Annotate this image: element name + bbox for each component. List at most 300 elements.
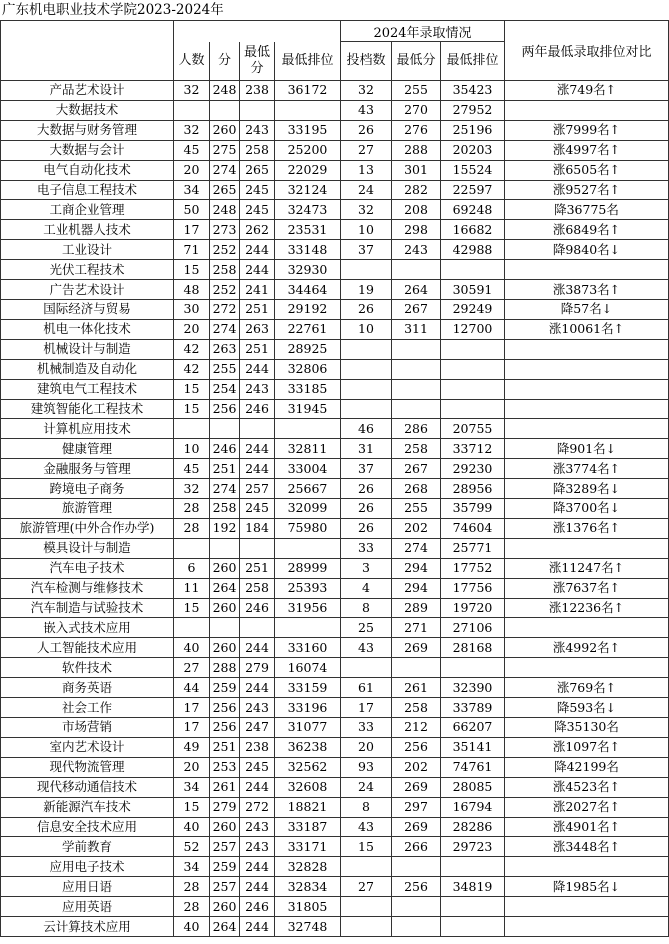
count-2023-cell: 11 [174, 578, 210, 598]
major-cell: 产品艺术设计 [1, 81, 174, 101]
min-score-2023-cell: 244 [240, 877, 275, 897]
min-score-2024-cell: 298 [392, 220, 441, 240]
min-rank-2023-cell [275, 618, 341, 638]
min-score-2023-cell: 244 [240, 439, 275, 459]
score-2023-cell: 192 [210, 518, 240, 538]
min-rank-2024-cell: 20755 [441, 419, 505, 439]
min-score-2023-cell: 279 [240, 658, 275, 678]
table-row [1, 299, 669, 319]
min-rank-2023-cell: 32834 [275, 877, 341, 897]
min-score-2023-cell: 263 [240, 319, 275, 339]
rank-compare-cell: 涨4997名↑ [505, 140, 669, 160]
min-rank-2023-cell: 36238 [275, 737, 341, 757]
score-2023-cell: 251 [210, 459, 240, 479]
count-2023-cell: 32 [174, 81, 210, 101]
count-2023-cell: 20 [174, 160, 210, 180]
score-2023-cell: 253 [210, 757, 240, 777]
rank-compare-cell [505, 339, 669, 359]
table-row [1, 459, 669, 479]
score-2023-cell: 256 [210, 718, 240, 738]
score-2023-cell: 275 [210, 140, 240, 160]
rank-compare-cell [505, 857, 669, 877]
rank-compare-cell [505, 538, 669, 558]
min-rank-2024-cell: 29723 [441, 837, 505, 857]
rank-compare-cell: 涨9527名↑ [505, 180, 669, 200]
count-2023-cell: 40 [174, 817, 210, 837]
min-score-2023-cell: 244 [240, 359, 275, 379]
table-row [1, 518, 669, 538]
count-2023-cell: 20 [174, 319, 210, 339]
rank-compare-cell: 涨1376名↑ [505, 518, 669, 538]
count-2023-cell: 17 [174, 718, 210, 738]
count-2023-cell: 6 [174, 558, 210, 578]
min-score-2023-cell: 243 [240, 379, 275, 399]
score-2023-cell: 258 [210, 499, 240, 519]
rank-compare-cell: 涨769名↑ [505, 678, 669, 698]
table-row [1, 479, 669, 499]
count-2024-cell: 33 [341, 718, 392, 738]
score-2023-cell: 252 [210, 280, 240, 300]
min-score-2024-cell: 202 [392, 757, 441, 777]
table-row [1, 260, 669, 280]
count-2023-cell: 40 [174, 638, 210, 658]
major-cell: 汽车电子技术 [1, 558, 174, 578]
score-2023-cell: 260 [210, 897, 240, 917]
rank-compare-cell: 涨6849名↑ [505, 220, 669, 240]
min-rank-2024-cell: 74761 [441, 757, 505, 777]
min-score-2023-cell: 245 [240, 499, 275, 519]
count-2024-cell: 61 [341, 678, 392, 698]
min-score-2024-cell: 208 [392, 200, 441, 220]
min-score-2023-cell: 244 [240, 260, 275, 280]
min-rank-2023-cell: 75980 [275, 518, 341, 538]
count-2023-cell [174, 419, 210, 439]
major-cell: 社会工作 [1, 698, 174, 718]
count-2024-cell: 10 [341, 319, 392, 339]
min-rank-2023-cell: 32099 [275, 499, 341, 519]
score-2023-cell: 259 [210, 857, 240, 877]
table-row [1, 578, 669, 598]
major-cell: 大数据技术 [1, 100, 174, 120]
score-2023-cell: 274 [210, 319, 240, 339]
rank-compare-cell: 涨3873名↑ [505, 280, 669, 300]
min-rank-2023-cell: 32562 [275, 757, 341, 777]
min-score-2024-cell: 264 [392, 280, 441, 300]
min-rank-2023-cell: 22761 [275, 319, 341, 339]
min-score-2023-cell: 262 [240, 220, 275, 240]
major-cell: 健康管理 [1, 439, 174, 459]
col-2023-min-rank: 最低排位 [275, 42, 341, 81]
count-2024-cell: 37 [341, 459, 392, 479]
count-2024-cell: 43 [341, 817, 392, 837]
rank-compare-cell [505, 618, 669, 638]
count-2023-cell: 10 [174, 439, 210, 459]
min-score-2023-cell: 265 [240, 160, 275, 180]
min-score-2023-cell: 244 [240, 678, 275, 698]
min-score-2024-cell [392, 339, 441, 359]
count-2024-cell: 26 [341, 518, 392, 538]
count-2023-cell: 30 [174, 299, 210, 319]
count-2023-cell: 50 [174, 200, 210, 220]
min-rank-2024-cell: 42988 [441, 240, 505, 260]
min-score-2023-cell: 258 [240, 140, 275, 160]
min-rank-2023-cell: 25667 [275, 479, 341, 499]
min-rank-2024-cell: 66207 [441, 718, 505, 738]
major-cell: 机电一体化技术 [1, 319, 174, 339]
score-2023-cell: 264 [210, 917, 240, 937]
rank-compare-cell: 降901名↓ [505, 439, 669, 459]
min-score-2024-cell: 311 [392, 319, 441, 339]
score-2023-cell: 264 [210, 578, 240, 598]
min-score-2023-cell: 257 [240, 479, 275, 499]
count-2024-cell: 37 [341, 240, 392, 260]
count-2023-cell: 40 [174, 917, 210, 937]
count-2024-cell [341, 260, 392, 280]
min-score-2023-cell: 272 [240, 797, 275, 817]
count-2023-cell: 71 [174, 240, 210, 260]
count-2024-cell: 19 [341, 280, 392, 300]
major-cell: 旅游管理(中外合作办学) [1, 518, 174, 538]
min-rank-2024-cell: 27106 [441, 618, 505, 638]
min-rank-2023-cell: 16074 [275, 658, 341, 678]
min-score-2024-cell: 269 [392, 817, 441, 837]
score-2023-cell: 248 [210, 200, 240, 220]
rank-compare-cell: 涨6505名↑ [505, 160, 669, 180]
count-2023-cell: 45 [174, 459, 210, 479]
major-cell: 云计算技术应用 [1, 917, 174, 937]
min-rank-2024-cell [441, 379, 505, 399]
table-row [1, 817, 669, 837]
score-2023-cell: 272 [210, 299, 240, 319]
count-2023-cell: 49 [174, 737, 210, 757]
score-2023-cell: 257 [210, 877, 240, 897]
table-row [1, 319, 669, 339]
count-2024-cell: 25 [341, 618, 392, 638]
count-2024-cell: 46 [341, 419, 392, 439]
min-rank-2023-cell: 18821 [275, 797, 341, 817]
major-cell: 应用电子技术 [1, 857, 174, 877]
table-row [1, 100, 669, 120]
count-2023-cell: 15 [174, 598, 210, 618]
table-row [1, 339, 669, 359]
major-cell: 大数据与会计 [1, 140, 174, 160]
min-rank-2023-cell [275, 100, 341, 120]
rank-compare-cell: 涨3448名↑ [505, 837, 669, 857]
min-score-2023-cell [240, 618, 275, 638]
min-score-2024-cell: 297 [392, 797, 441, 817]
table-row [1, 638, 669, 658]
min-rank-2023-cell: 32748 [275, 917, 341, 937]
major-cell: 金融服务与管理 [1, 459, 174, 479]
score-2023-cell [210, 100, 240, 120]
table-row [1, 399, 669, 419]
min-score-2023-cell [240, 419, 275, 439]
min-score-2023-cell: 244 [240, 777, 275, 797]
table-row [1, 439, 669, 459]
count-2023-cell [174, 538, 210, 558]
major-cell: 机械设计与制造 [1, 339, 174, 359]
col-2024-min-rank: 最低排位 [441, 42, 505, 81]
min-rank-2023-cell: 32828 [275, 857, 341, 877]
table-row [1, 200, 669, 220]
min-rank-2024-cell: 35799 [441, 499, 505, 519]
min-score-2024-cell [392, 379, 441, 399]
major-cell: 光伏工程技术 [1, 260, 174, 280]
score-2023-cell: 263 [210, 339, 240, 359]
table-row [1, 81, 669, 101]
rank-compare-cell [505, 419, 669, 439]
major-cell: 计算机应用技术 [1, 419, 174, 439]
page-title: 广东机电职业技术学院2023-2024年 [2, 2, 224, 18]
major-cell: 工商企业管理 [1, 200, 174, 220]
min-score-2024-cell: 255 [392, 499, 441, 519]
score-2023-cell: 251 [210, 737, 240, 757]
min-score-2024-cell: 243 [392, 240, 441, 260]
min-rank-2023-cell: 32930 [275, 260, 341, 280]
min-rank-2024-cell [441, 917, 505, 937]
table-row [1, 280, 669, 300]
score-2023-cell: 279 [210, 797, 240, 817]
rank-compare-cell: 涨7637名↑ [505, 578, 669, 598]
major-cell: 电子信息工程技术 [1, 180, 174, 200]
major-cell: 建筑电气工程技术 [1, 379, 174, 399]
table-body [1, 81, 669, 937]
min-score-2024-cell: 274 [392, 538, 441, 558]
min-score-2024-cell: 212 [392, 718, 441, 738]
count-2023-cell: 15 [174, 379, 210, 399]
count-2024-cell: 93 [341, 757, 392, 777]
score-2023-cell: 260 [210, 558, 240, 578]
min-score-2024-cell: 256 [392, 737, 441, 757]
min-rank-2023-cell: 33196 [275, 698, 341, 718]
min-rank-2024-cell: 33789 [441, 698, 505, 718]
major-cell: 跨境电子商务 [1, 479, 174, 499]
major-cell: 新能源汽车技术 [1, 797, 174, 817]
score-2023-cell: 257 [210, 837, 240, 857]
rank-compare-cell [505, 399, 669, 419]
count-2023-cell: 17 [174, 698, 210, 718]
count-2024-cell: 8 [341, 598, 392, 618]
table-row [1, 220, 669, 240]
table-row [1, 120, 669, 140]
major-cell: 市场营销 [1, 718, 174, 738]
col-2024-count: 投档数 [341, 42, 392, 81]
min-rank-2024-cell [441, 658, 505, 678]
min-score-2023-cell: 244 [240, 917, 275, 937]
table-row [1, 240, 669, 260]
min-score-2023-cell: 243 [240, 837, 275, 857]
min-rank-2024-cell [441, 399, 505, 419]
min-rank-2023-cell: 33148 [275, 240, 341, 260]
score-2023-cell: 261 [210, 777, 240, 797]
min-score-2023-cell [240, 100, 275, 120]
group-2023-header [174, 21, 341, 42]
rank-compare-cell: 涨4992名↑ [505, 638, 669, 658]
table-row [1, 359, 669, 379]
major-cell: 软件技术 [1, 658, 174, 678]
count-2023-cell: 15 [174, 399, 210, 419]
min-rank-2024-cell: 25196 [441, 120, 505, 140]
rank-compare-cell: 涨11247名↑ [505, 558, 669, 578]
major-header [1, 21, 174, 81]
count-2023-cell: 17 [174, 220, 210, 240]
score-2023-cell: 273 [210, 220, 240, 240]
count-2024-cell [341, 379, 392, 399]
min-rank-2023-cell: 33159 [275, 678, 341, 698]
table-row [1, 777, 669, 797]
min-score-2024-cell: 271 [392, 618, 441, 638]
min-score-2024-cell: 267 [392, 459, 441, 479]
min-rank-2024-cell: 33712 [441, 439, 505, 459]
rank-compare-cell: 涨12236名↑ [505, 598, 669, 618]
min-rank-2024-cell: 20203 [441, 140, 505, 160]
major-cell: 广告艺术设计 [1, 280, 174, 300]
min-score-2023-cell: 243 [240, 698, 275, 718]
rank-compare-cell: 降593名↓ [505, 698, 669, 718]
count-2023-cell: 28 [174, 518, 210, 538]
rank-compare-cell: 降1985名↓ [505, 877, 669, 897]
score-2023-cell: 259 [210, 678, 240, 698]
table-row [1, 877, 669, 897]
count-2023-cell: 44 [174, 678, 210, 698]
count-2024-cell: 24 [341, 180, 392, 200]
table-row [1, 180, 669, 200]
major-cell: 应用日语 [1, 877, 174, 897]
min-rank-2024-cell: 32390 [441, 678, 505, 698]
min-rank-2023-cell: 31956 [275, 598, 341, 618]
min-rank-2024-cell: 28085 [441, 777, 505, 797]
min-rank-2023-cell [275, 538, 341, 558]
min-score-2024-cell [392, 260, 441, 280]
min-rank-2024-cell [441, 260, 505, 280]
min-rank-2024-cell: 27952 [441, 100, 505, 120]
rank-compare-cell: 涨3774名↑ [505, 459, 669, 479]
count-2024-cell: 17 [341, 698, 392, 718]
rank-compare-cell [505, 897, 669, 917]
min-score-2024-cell: 258 [392, 439, 441, 459]
major-cell: 现代物流管理 [1, 757, 174, 777]
min-rank-2023-cell [275, 419, 341, 439]
min-score-2024-cell: 282 [392, 180, 441, 200]
min-rank-2023-cell: 31945 [275, 399, 341, 419]
count-2024-cell: 3 [341, 558, 392, 578]
min-rank-2024-cell: 28286 [441, 817, 505, 837]
count-2024-cell [341, 339, 392, 359]
count-2023-cell: 34 [174, 777, 210, 797]
rank-compare-cell: 降35130名 [505, 718, 669, 738]
min-score-2024-cell: 269 [392, 777, 441, 797]
table-row [1, 140, 669, 160]
count-2024-cell [341, 399, 392, 419]
table-row [1, 917, 669, 937]
table-row [1, 499, 669, 519]
count-2023-cell: 45 [174, 140, 210, 160]
count-2024-cell: 27 [341, 140, 392, 160]
major-cell: 室内艺术设计 [1, 737, 174, 757]
count-2024-cell: 20 [341, 737, 392, 757]
table-row [1, 618, 669, 638]
rank-compare-cell [505, 917, 669, 937]
min-rank-2024-cell: 30591 [441, 280, 505, 300]
min-score-2024-cell: 289 [392, 598, 441, 618]
count-2023-cell: 34 [174, 857, 210, 877]
min-score-2023-cell: 251 [240, 299, 275, 319]
min-score-2024-cell: 255 [392, 81, 441, 101]
count-2023-cell: 28 [174, 897, 210, 917]
score-2023-cell [210, 538, 240, 558]
min-score-2024-cell: 270 [392, 100, 441, 120]
min-rank-2023-cell: 25393 [275, 578, 341, 598]
min-score-2024-cell: 267 [392, 299, 441, 319]
min-rank-2024-cell: 35423 [441, 81, 505, 101]
count-2024-cell [341, 917, 392, 937]
min-rank-2023-cell: 33004 [275, 459, 341, 479]
min-rank-2023-cell: 25200 [275, 140, 341, 160]
count-2024-cell: 15 [341, 837, 392, 857]
score-2023-cell: 246 [210, 439, 240, 459]
score-2023-cell: 248 [210, 81, 240, 101]
table-row [1, 538, 669, 558]
major-cell: 商务英语 [1, 678, 174, 698]
min-score-2024-cell [392, 897, 441, 917]
min-rank-2023-cell: 32608 [275, 777, 341, 797]
min-score-2024-cell: 294 [392, 578, 441, 598]
count-2024-cell: 27 [341, 877, 392, 897]
rank-compare-cell: 降3700名↓ [505, 499, 669, 519]
score-2023-cell: 256 [210, 698, 240, 718]
table-row [1, 160, 669, 180]
score-2023-cell: 288 [210, 658, 240, 678]
count-2024-cell: 4 [341, 578, 392, 598]
count-2024-cell: 26 [341, 120, 392, 140]
min-rank-2024-cell [441, 857, 505, 877]
min-rank-2023-cell: 33185 [275, 379, 341, 399]
min-score-2024-cell: 286 [392, 419, 441, 439]
min-rank-2024-cell: 29230 [441, 459, 505, 479]
min-rank-2024-cell: 34819 [441, 877, 505, 897]
rank-compare-cell: 涨10061名↑ [505, 319, 669, 339]
min-score-2023-cell: 243 [240, 120, 275, 140]
min-score-2024-cell [392, 399, 441, 419]
major-cell: 汽车检测与维修技术 [1, 578, 174, 598]
score-2023-cell: 260 [210, 817, 240, 837]
min-score-2024-cell: 276 [392, 120, 441, 140]
count-2024-cell: 26 [341, 299, 392, 319]
count-2023-cell: 28 [174, 877, 210, 897]
major-cell: 国际经济与贸易 [1, 299, 174, 319]
score-2023-cell: 265 [210, 180, 240, 200]
min-rank-2024-cell: 69248 [441, 200, 505, 220]
min-score-2023-cell: 244 [240, 638, 275, 658]
min-score-2023-cell: 238 [240, 81, 275, 101]
min-rank-2024-cell: 16794 [441, 797, 505, 817]
rank-compare-cell: 涨4901名↑ [505, 817, 669, 837]
rank-compare-cell [505, 359, 669, 379]
min-rank-2023-cell: 31077 [275, 718, 341, 738]
major-cell: 人工智能技术应用 [1, 638, 174, 658]
major-cell: 汽车制造与试验技术 [1, 598, 174, 618]
major-cell: 工业设计 [1, 240, 174, 260]
count-2024-cell: 33 [341, 538, 392, 558]
min-score-2024-cell: 266 [392, 837, 441, 857]
score-2023-cell: 254 [210, 379, 240, 399]
count-2023-cell: 28 [174, 499, 210, 519]
count-2024-cell: 43 [341, 638, 392, 658]
min-rank-2023-cell: 33187 [275, 817, 341, 837]
major-cell: 模具设计与制造 [1, 538, 174, 558]
rank-compare-cell: 降3289名↓ [505, 479, 669, 499]
min-score-2023-cell: 244 [240, 857, 275, 877]
